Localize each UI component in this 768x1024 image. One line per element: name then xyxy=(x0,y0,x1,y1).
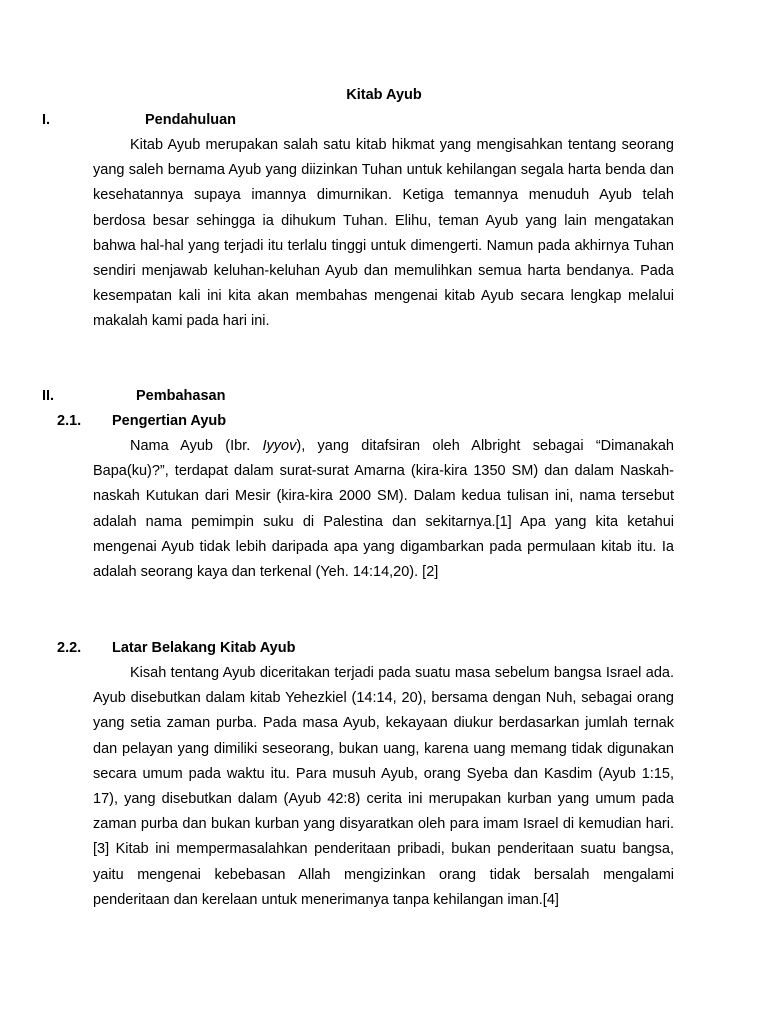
subsection-2-2-number: 2.2. xyxy=(57,640,82,656)
section-2-number: II. xyxy=(42,388,55,404)
subsection-2-1-number: 2.1. xyxy=(57,413,82,429)
hebrew-term: Iyyov xyxy=(262,438,297,454)
subsection-2-2-paragraph: Kisah tentang Ayub diceritakan terjadi pada suatu masa sebelum bangsa Israel ada. Ayub disebutkan dalam kitab Yehezkiel (14:14, 20), bersama dengan Nuh, sebagai orang yang setia zaman purba. Pada masa Ayub, kekayaan diukur berdasarkan jumlah ternak dan pelayan yang dimiliki seseorang, bukan uang, karena uang memang tidak digunakan secara umum pada waktu itu. Para musuh Ayub, orang Syeba dan Kasdim (Ayub 1:15, 17), yang disebutkan dalam (Ayub 42:8) cerita ini merupakan kurban yang umum pada zaman purba dan bukan kurban yang disyaratkan oleh para imam Israel di kemudian hari.[3] Kitab ini mempermasalahkan penderitaan pribadi, bukan penderitaan suatu bangsa, yaitu mengenai kebebasan Allah mengizinkan orang tidak bersalah mengalami penderitaan dan kerelaan untuk menerimanya tanpa kehilangan iman.[4] xyxy=(93,665,674,908)
section-1-paragraph: Kitab Ayub merupakan salah satu kitab hikmat yang mengisahkan tentang seorang yang saleh bernama Ayub yang diizinkan Tuhan untuk kehilangan segala harta benda dan kesehatannya supaya imannya dimurnikan. Ketiga temannya menuduh Ayub telah berdosa besar sehingga ia dihukum Tuhan. Elihu, teman Ayub yang lain mengatakan bahwa hal-hal yang terjadi itu terlalu tinggi untuk dimengerti. Namun pada akhirnya Tuhan sendiri menjawab keluhan-keluhan Ayub dan memulihkan semua harta bendanya. Pada kesempatan kali ini kita akan membahas mengenai kitab Ayub secara lengkap melalui makalah kami pada hari ini. xyxy=(93,137,674,330)
section-2-heading: Pembahasan xyxy=(136,388,226,404)
subsection-2-1-heading: Pengertian Ayub xyxy=(112,413,227,429)
subsection-2-2-heading: Latar Belakang Kitab Ayub xyxy=(112,640,296,656)
section-1-heading: Pendahuluan xyxy=(145,112,237,128)
paragraph-text-rest: ), yang ditafsiran oleh Albright sebagai “Dimanakah Bapa(ku)?”, terdapat dalam surat-surat Amarna (kira-kira 1350 SM) dan dalam Naskah-naskah Kutukan dari Mesir (kira-kira 2000 SM). Dalam kedua tulisan ini, nama tersebut adalah nama pemimpin suku di Palestina dan sekitarnya.[1] Apa yang kita ketahui mengenai Ayub tidak lebih daripada apa yang digambarkan pada permulaan kitab itu. Ia adalah seorang kaya dan terkenal (Yeh. 14:14,20). [2] xyxy=(93,438,674,581)
document-title: Kitab Ayub xyxy=(346,87,422,103)
section-1-number: I. xyxy=(42,112,51,128)
subsection-2-1-paragraph xyxy=(93,434,674,585)
paragraph-text-start: Nama Ayub (Ibr. xyxy=(130,438,263,454)
